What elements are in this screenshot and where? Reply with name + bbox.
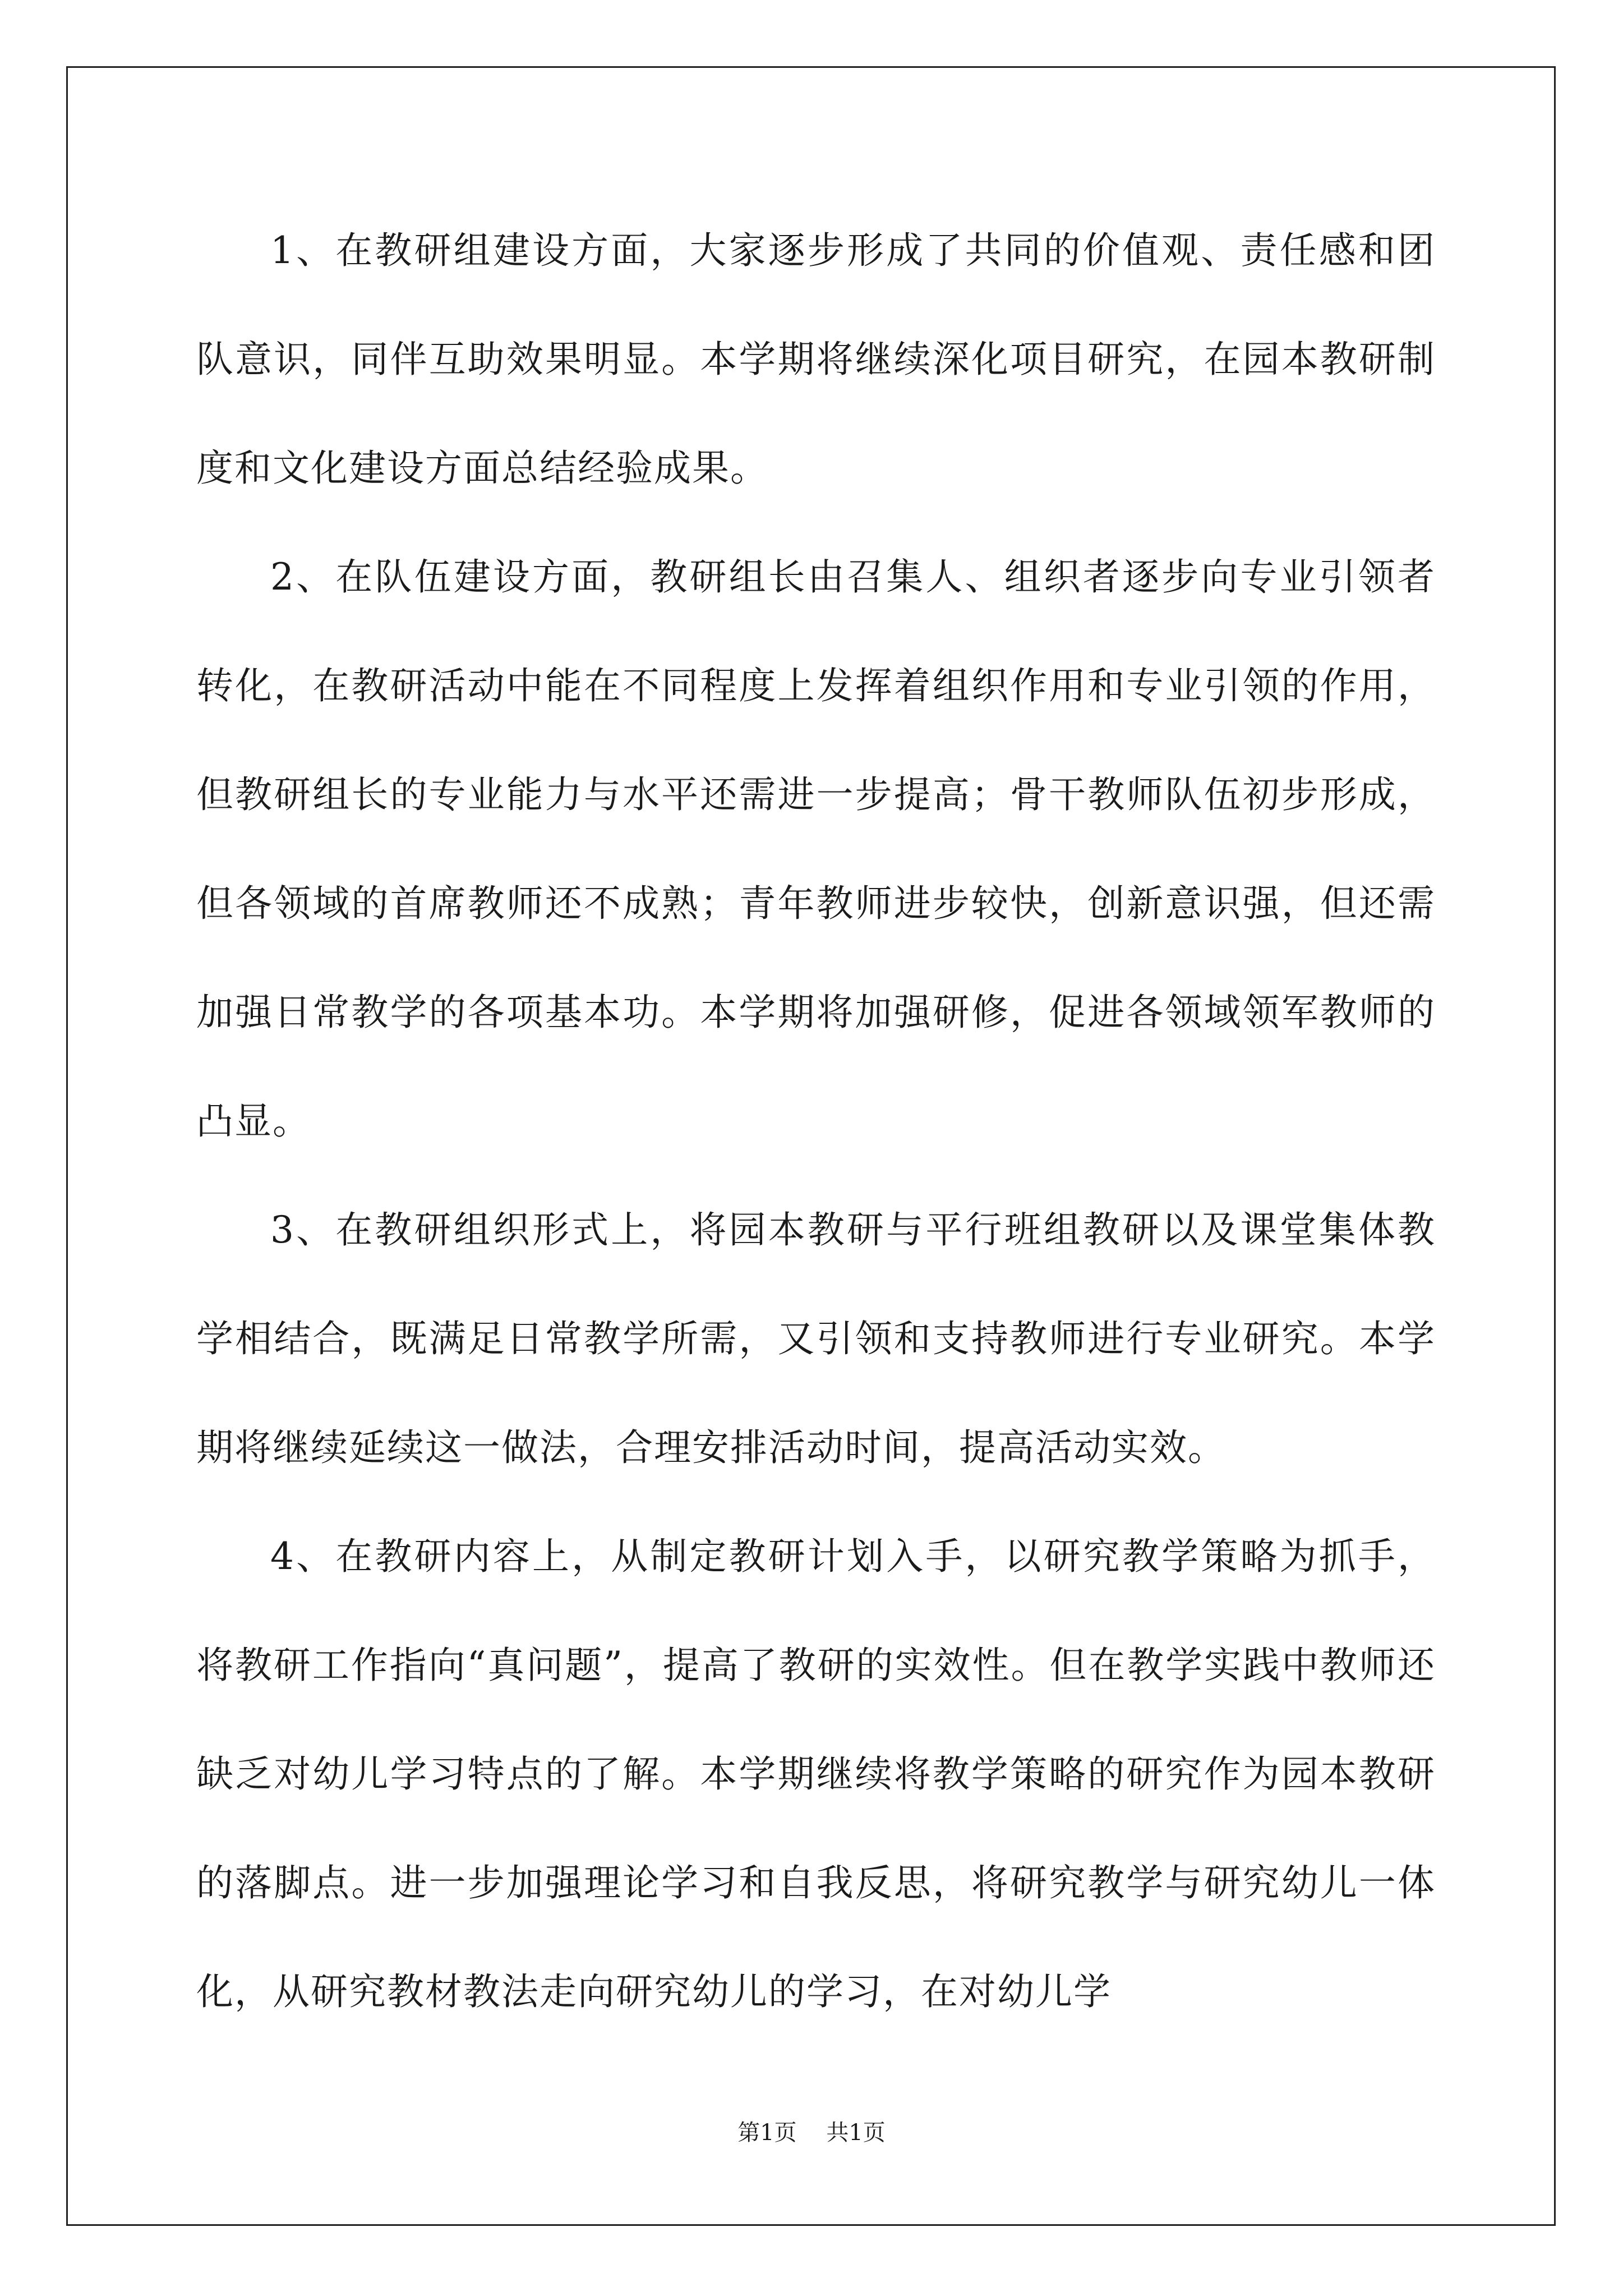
total-pages: 共1页 (826, 2120, 886, 2146)
paragraph-4: 4、在教研内容上，从制定教研计划入手，以研究教学策略为抓手，将教研工作指向“真问题”，提高了教研的实效性。但在教学实践中教师还缺乏对幼儿学习特点的了解。本学期继续将教学策略的研究作为园本教研的落脚点。进一步加强理论学习和自我反思，将研究教学与研究幼儿一体化，从研究教材教法走向研究幼儿的学习，在对幼儿学 (196, 1535, 1436, 2013)
paragraph-3: 3、在教研组织形式上，将园本教研与平行班组教研以及课堂集体教学相结合，既满足日常教学所需，又引领和支持教师进行专业研究。本学期将继续延续这一做法，合理安排活动时间，提高活动实效。 (196, 1208, 1436, 1469)
paragraph-1: 1、在教研组建设方面，大家逐步形成了共同的价值观、责任感和团队意识，同伴互助效果明显。本学期将继续深化项目研究，在园本教研制度和文化建设方面总结经验成果。 (196, 229, 1436, 490)
paragraph-2: 2、在队伍建设方面，教研组长由召集人、组织者逐步向专业引领者转化，在教研活动中能在不同程度上发挥着组织作用和专业引领的作用，但教研组长的专业能力与水平还需进一步提高；骨干教师队伍初步形成，但各领域的首席教师还不成熟；青年教师进步较快，创新意识强，但还需加强日常教学的各项基本功。本学期将加强研修，促进各领域领军教师的凸显。 (196, 555, 1436, 1143)
document-body (196, 196, 1436, 2046)
page-footer (0, 2115, 1623, 2147)
page-number: 第1页 (737, 2120, 797, 2146)
